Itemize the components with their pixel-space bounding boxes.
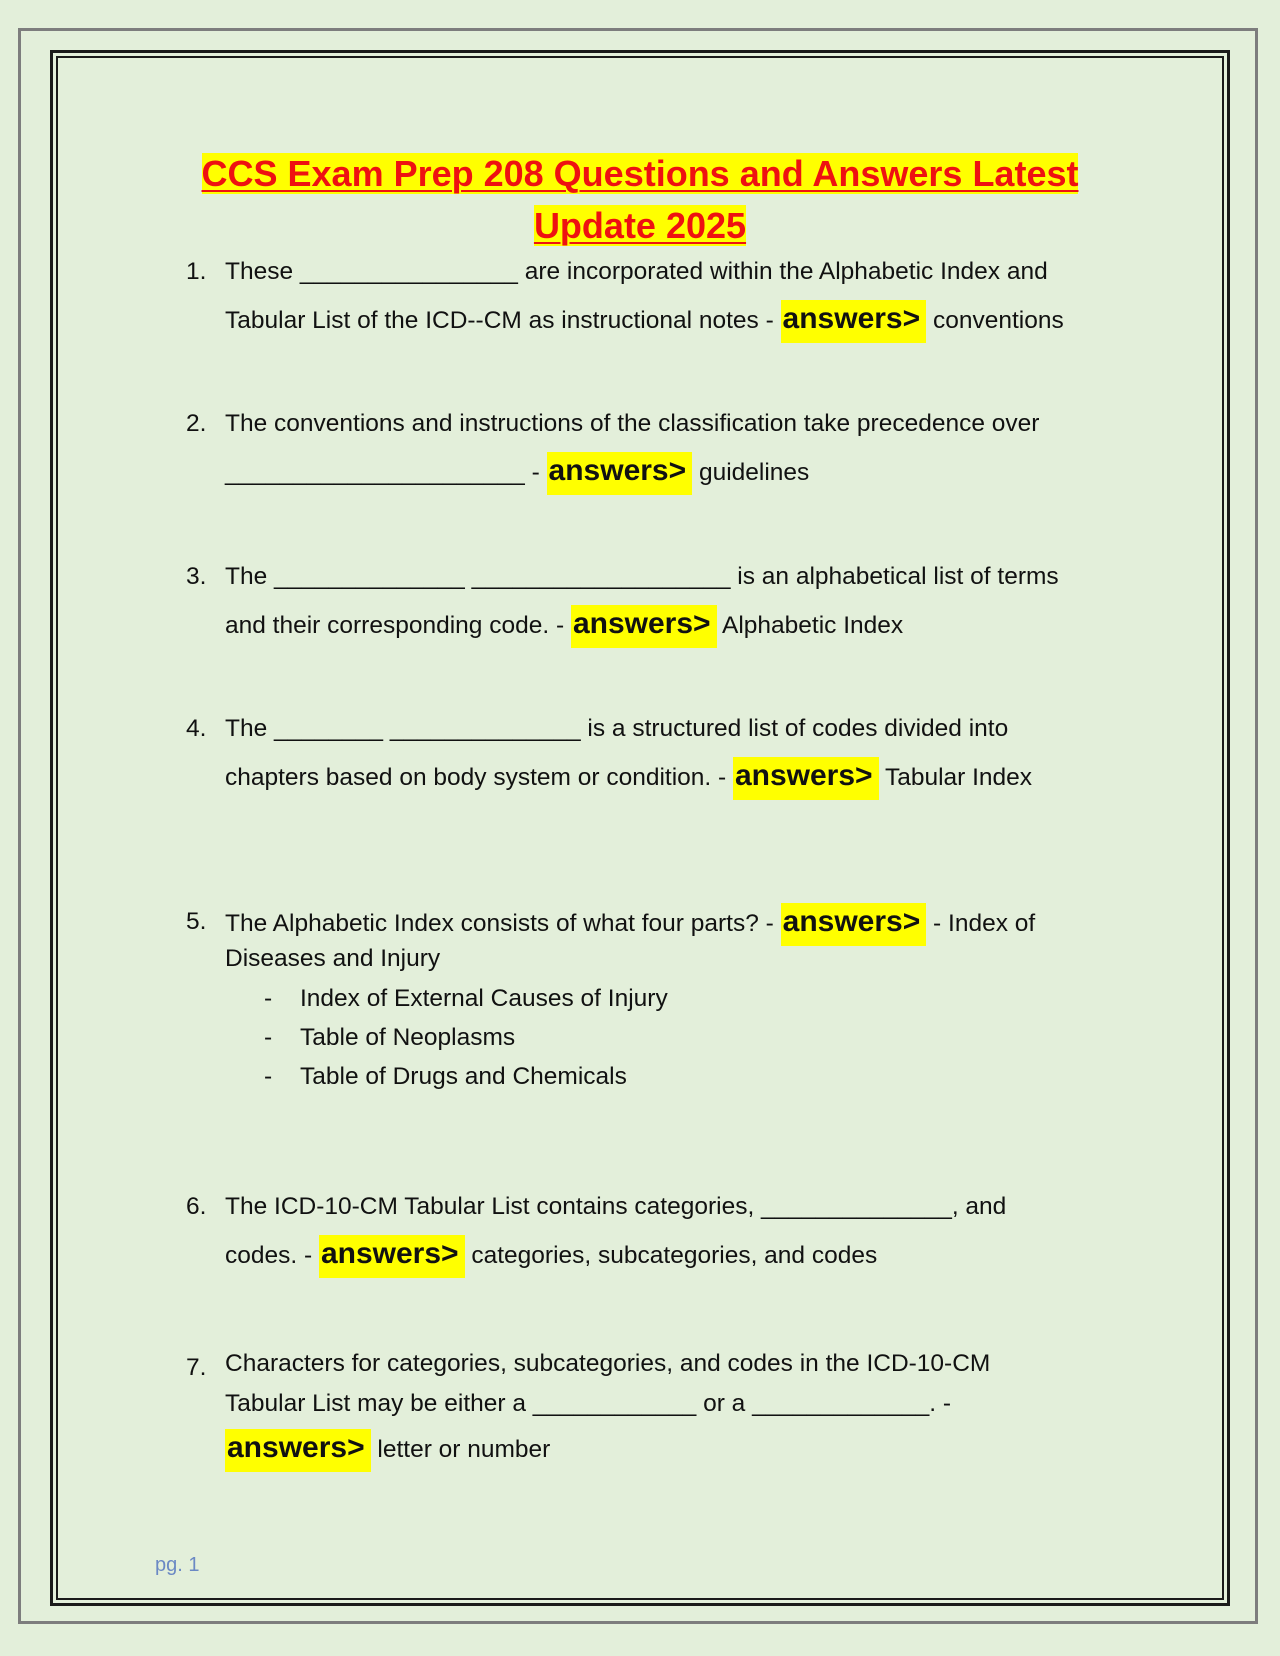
question-2 [180,400,1140,496]
answer-label: answers> [733,757,879,800]
question-number: 7. [186,1354,207,1381]
answer-text: guidelines [698,459,810,486]
answer-label: answers> [781,300,927,343]
question-text-line-1: The ______________ ___________________ is an alphabetical list of terms [225,563,1059,590]
question-text-line-2: chapters based on body system or condition. - [225,764,733,791]
question-text-line-2: Tabular List may be either a ____________ or a _____________. - [225,1390,952,1417]
document-title [180,148,1100,252]
question-number: 2. [186,410,207,437]
answer-label: answers> [225,1429,371,1472]
question-text-line-1: The ________ ______________ is a structured list of codes divided into [225,715,1009,742]
answer-label: answers> [781,903,927,946]
answer-label: answers> [319,1235,465,1278]
title-line-1: CCS Exam Prep 208 Questions and Answers Latest [201,153,1079,194]
question-4 [180,705,1140,801]
answer-text: categories, subcategories, and codes [471,1242,878,1269]
question-text-line-2: and their corresponding code. - [225,612,571,639]
answer-text: Alphabetic Index [722,612,904,639]
answer-text: Tabular Index [884,764,1033,791]
question-number: 3. [186,563,207,590]
question-text-line-2: Tabular List of the ICD--CM as instructional notes - [225,307,781,334]
question-text-line-2: ______________________ - [225,459,547,486]
question-number: 1. [186,258,207,285]
page-number: pg. 1 [155,1554,200,1576]
answer-text: letter or number [377,1436,551,1463]
answer-subitem: - Index of External Causes of Injury [264,985,668,1012]
question-1 [180,248,1140,344]
question-number: 4. [186,715,207,742]
question-number: 6. [186,1193,207,1220]
question-number: 5. [186,908,207,935]
answer-label: answers> [547,452,693,495]
question-text-line-1: The ICD-10-CM Tabular List contains categories, ______________, and [225,1193,1007,1220]
question-text-line-1: Characters for categories, subcategories, and codes in the ICD-10-CM [225,1350,991,1377]
answer-subitem: - Table of Drugs and Chemicals [264,1063,627,1090]
answer-text: conventions [932,307,1064,334]
question-5 [180,905,1140,1116]
title-line-2: Update 2025 [533,205,747,246]
question-text-line-1: These ________________ are incorporated within the Alphabetic Index and [225,258,1048,285]
answer-subitem-list [180,979,1140,1096]
question-text-line-2: codes. - [225,1242,319,1269]
question-7 [180,1344,1140,1473]
answer-subitem: - Table of Neoplasms [264,1024,516,1051]
question-3 [180,553,1140,649]
answer-text-line-2: Diseases and Injury [225,945,441,972]
question-6 [180,1183,1140,1279]
question-text-line-1: The conventions and instructions of the classification take precedence over [225,410,1040,437]
answer-label: answers> [571,605,717,648]
answer-text-inline: - Index of [926,910,1036,937]
question-text-line-1: The Alphabetic Index consists of what four parts? - [225,910,781,937]
